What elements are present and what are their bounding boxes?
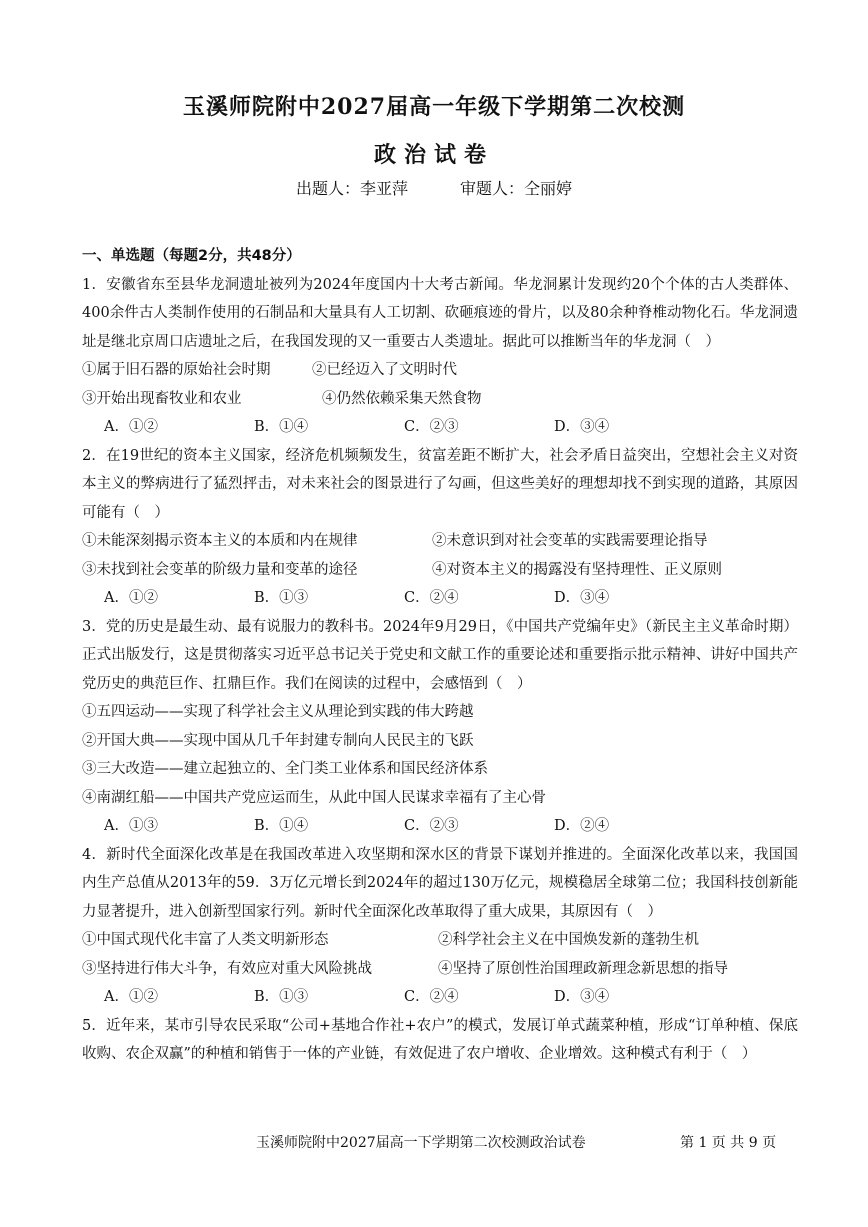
footer-page-number: 第 1 页 共 9 页 <box>680 1135 777 1151</box>
choice-c[interactable]: C．②④ <box>404 590 459 606</box>
question-2 <box>82 442 798 613</box>
option-item: ①未能深刻揭示资本主义的本质和内在规律 <box>82 533 358 549</box>
choice-d[interactable]: D．③④ <box>554 419 610 435</box>
section-heading: 一、单选题（每题2分，共48分） <box>82 248 301 264</box>
choice-b[interactable]: B．①④ <box>254 818 309 834</box>
option-item: ②未意识到对社会变革的实践需要理论指导 <box>432 533 708 549</box>
option-item: ③坚持进行伟大斗争，有效应对重大风险挑战 <box>82 960 372 977</box>
authors-line <box>0 176 868 199</box>
question-stem: 5．近年来，某市引导农民采取“公司+基地合作社+农户”的模式，发展订单式蔬菜种植，形成“订单种植、保底收购、农企双赢”的种植和销售于一体的产业链，有效促进了农户增收、企业增效。这种模式有利于（ ） <box>82 1017 798 1062</box>
question-1 <box>82 271 798 442</box>
exam-subtitle: 政治试卷 <box>373 142 494 168</box>
option-item: ①五四运动——实现了科学社会主义从理论到实践的伟大跨越 <box>82 704 474 720</box>
reviewer-name: 审题人：仝丽婷 <box>460 179 573 198</box>
choice-c[interactable]: C．②③ <box>404 818 459 834</box>
question-stem: 4．新时代全面深化改革是在我国改革进入攻坚期和深水区的背景下谋划并推进的。全面深化改革以来，我国国内生产总值从2013年的59．3万亿元增长到2024年的超过130万亿元，规模稳居全球第二位；我国科技创新能力显著提升，进入创新型国家行列。新时代全面深化改革取得了重大成果，其原因有（ ） <box>82 846 798 920</box>
option-row <box>82 926 798 955</box>
option-row <box>82 356 798 385</box>
option-item: ④南湖红船——中国共产党应运而生，从此中国人民谋求幸福有了主心骨 <box>82 789 546 806</box>
option-row <box>82 556 798 585</box>
choice-d[interactable]: D．③④ <box>554 989 610 1005</box>
answer-choices <box>82 413 798 442</box>
choice-d[interactable]: D．③④ <box>554 590 610 606</box>
answer-choices <box>82 812 798 841</box>
option-item: ②开国大典——实现中国从几千年封建专制向人民民主的飞跃 <box>82 732 474 749</box>
choice-b[interactable]: B．①③ <box>254 989 309 1005</box>
answer-choices <box>82 584 798 613</box>
option-item: ③开始出现畜牧业和农业 <box>82 390 242 407</box>
option-item: ④坚持了原创性治国理政新理念新思想的指导 <box>438 960 728 977</box>
choice-c[interactable]: C．②③ <box>404 419 459 435</box>
option-item: ②科学社会主义在中国焕发新的蓬勃生机 <box>438 932 699 948</box>
question-stem: 2．在19世纪的资本主义国家，经济危机频频发生，贫富差距不断扩大，社会矛盾日益突出，空想社会主义对资本主义的弊病进行了猛烈抨击，对未来社会的图景进行了勾画，但这些美好的理想却找不到实现的道路，其原因可能有（ ） <box>82 447 798 521</box>
option-item: ①中国式现代化丰富了人类文明新形态 <box>82 932 329 948</box>
question-stem: 3．党的历史是最生动、最有说服力的教科书。2024年9月29日，《中国共产党编年史》（新民主主义革命时期）正式出版发行，这是贯彻落实习近平总书记关于党史和文献工作的重要论述和重要指示批示精神、讲好中国共产党历史的典范巨作、扛鼎巨作。我们在阅读的过程中，会感悟到（ ） <box>82 618 798 692</box>
question-3 <box>82 613 798 841</box>
question-4 <box>82 841 798 1012</box>
author-name: 出题人：李亚萍 <box>295 179 408 198</box>
choice-b[interactable]: B．①④ <box>254 419 309 435</box>
choice-c[interactable]: C．②④ <box>404 989 459 1005</box>
choice-b[interactable]: B．①③ <box>254 590 309 606</box>
option-item: ④对资本主义的揭露没有坚持理性、正义原则 <box>432 561 722 578</box>
choice-a[interactable]: A．①② <box>104 989 158 1005</box>
choice-d[interactable]: D．②④ <box>554 818 610 834</box>
option-row <box>82 385 798 414</box>
option-item: ③三大改造——建立起独立的、全门类工业体系和国民经济体系 <box>82 761 488 777</box>
option-item: ③未找到社会变革的阶级力量和变革的途径 <box>82 561 358 578</box>
exam-title: 玉溪师院附中2027届高一年级下学期第二次校测 <box>182 94 686 120</box>
option-item: ②已经迈入了文明时代 <box>312 362 457 378</box>
choice-a[interactable]: A．①③ <box>104 818 158 834</box>
choice-a[interactable]: A．①② <box>104 419 158 435</box>
option-item: ①属于旧石器的原始社会时期 <box>82 362 271 378</box>
question-stem: 1．安徽省东至县华龙洞遗址被列为2024年度国内十大考古新闻。华龙洞累计发现约20个个体的古人类群体、400余件古人类制作使用的石制品和大量具有人工切割、砍砸痕迹的骨片，以及80余种脊椎动物化石。华龙洞遗址是继北京周口店遗址之后，在我国发现的又一重要古人类遗址。据此可以推断当年的华龙洞（ ） <box>82 276 798 350</box>
option-row <box>82 955 798 984</box>
exam-content <box>82 242 798 1069</box>
option-row <box>82 527 798 556</box>
footer-exam-name: 玉溪师院附中2027届高一下学期第二次校测政治试卷 <box>256 1135 586 1151</box>
choice-a[interactable]: A．①② <box>104 590 158 606</box>
question-5 <box>82 1012 798 1069</box>
answer-choices <box>82 983 798 1012</box>
option-item: ④仍然依赖采集天然食物 <box>322 390 482 407</box>
